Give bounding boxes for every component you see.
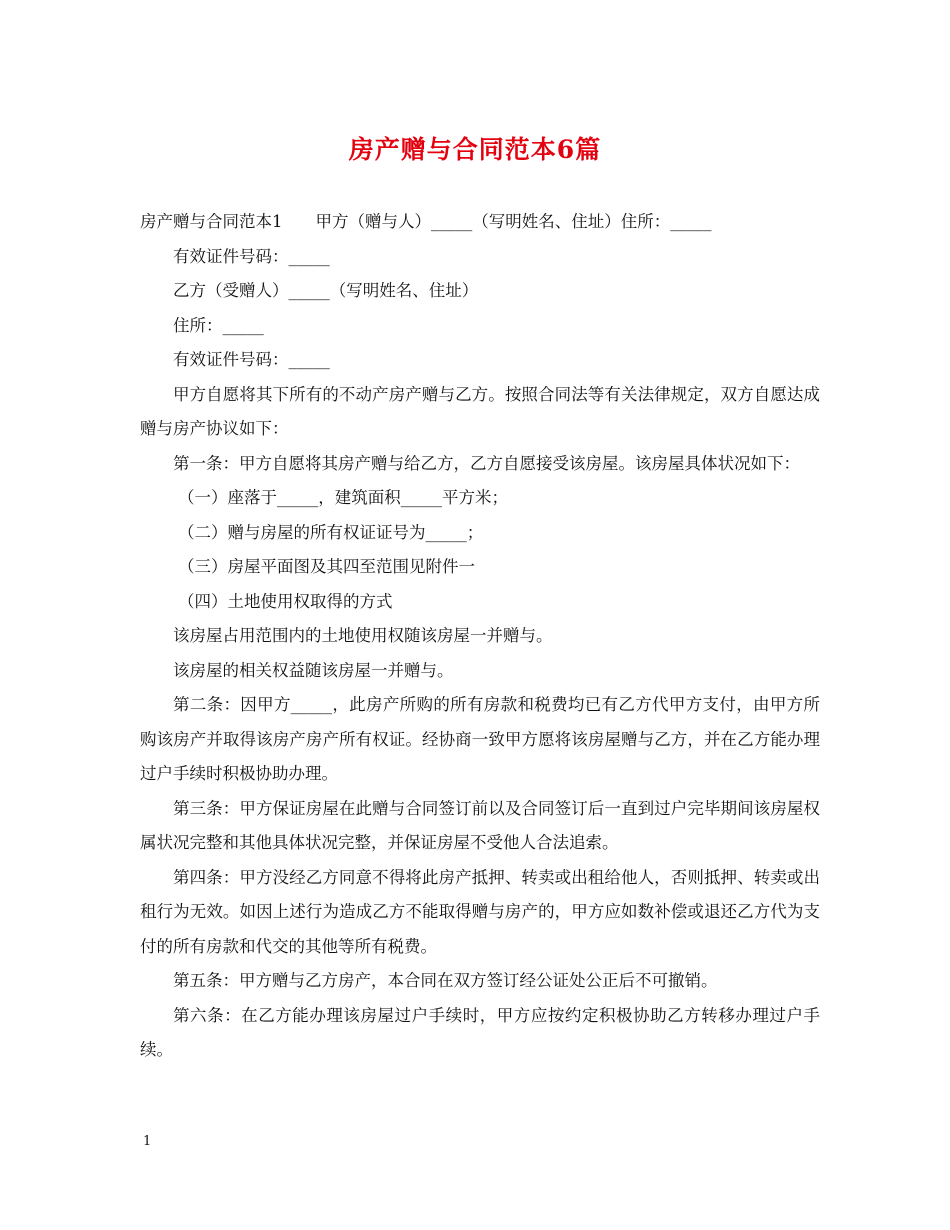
paragraph: 该房屋占用范围内的土地使用权随该房屋一并赠与。 (173, 626, 553, 645)
paragraph: 有效证件号码：_____ (173, 350, 330, 369)
paragraph: 第三条：甲方保证房屋在此赠与合同签订前以及合同签订后一直到过户完毕期间该房屋权属状况完整和其他具体状况完整，并保证房屋不受他人合法追索。 (140, 798, 820, 852)
paragraph: 第二条：因甲方_____，此房产所购的所有房款和税费均已有乙方代甲方支付，由甲方所购该房产并取得该房产房产所有权证。经协商一致甲方愿将该房屋赠与乙方，并在乙方能办理过户手续时积极协助办理。 (140, 695, 820, 783)
paragraph-header: 房产赠与合同范本1 甲方（赠与人）_____（写明姓名、住址）住所：_____ (140, 212, 712, 231)
paragraph: 第四条：甲方没经乙方同意不得将此房产抵押、转卖或出租给他人，否则抵押、转卖或出租行为无效。如因上述行为造成乙方不能取得赠与房产的，甲方应如数补偿或退还乙方代为支付的所有房款和代交的其他等所有税费。 (140, 867, 820, 956)
paragraph: 甲方自愿将其下所有的不动产房产赠与乙方。按照合同法等有关法律规定，双方自愿达成赠与房产协议如下： (140, 384, 820, 438)
paragraph: 住所：_____ (173, 315, 264, 335)
list-item: （三）房屋平面图及其四至范围见附件一 (177, 557, 475, 576)
list-item: （一）座落于_____，建筑面积_____平方米； (177, 488, 508, 507)
paragraph: 有效证件号码：_____ (173, 246, 330, 266)
paragraph: 第五条：甲方赠与乙方房产，本合同在双方签订经公证处公正后不可撤销。 (173, 971, 718, 990)
paragraph: 第一条：甲方自愿将其房产赠与给乙方，乙方自愿接受该房屋。该房屋具体状况如下： (173, 453, 800, 473)
document-body (140, 205, 820, 1068)
list-item: （四）土地使用权取得的方式 (177, 591, 393, 611)
paragraph: 第六条：在乙方能办理该房屋过户手续时，甲方应按约定积极协助乙方转移办理过户手续。 (140, 1005, 820, 1059)
list-item: （二）赠与房屋的所有权证证号为_____； (177, 522, 484, 542)
document-title: 房产赠与合同范本6篇 (348, 135, 602, 164)
paragraph: 乙方（受赠人）_____（写明姓名、住址） (173, 281, 479, 300)
page-number: 1 (143, 1134, 152, 1149)
paragraph: 该房屋的相关权益随该房屋一并赠与。 (173, 660, 454, 680)
